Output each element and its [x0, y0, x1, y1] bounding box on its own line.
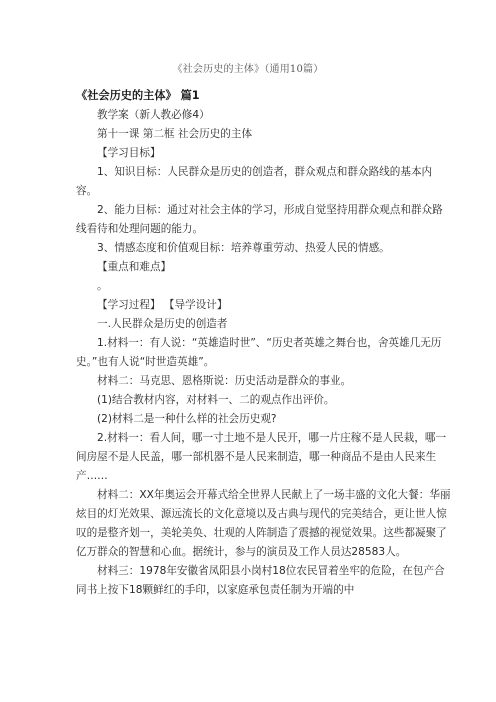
- paragraph: 材料二：XX年奥运会开幕式给全世界人民献上了一场丰盛的文化大餐：华丽炫目的灯光效果、源远流长的文化意境以及古典与现代的完美结合，更让世人惊叹的是整齐划一，美轮美奂、壮观的人阵制造了震撼的视觉效果。这些都凝聚了亿万群众的智慧和心血。据统计，参与的演员及工作人员达28583人。: [76, 489, 451, 558]
- paragraph: 【重点和难点】: [97, 261, 172, 273]
- document-header: 《社会历史的主体》（通用10篇）: [172, 64, 324, 75]
- paragraph: 第十一课 第二框 社会历史的主体: [97, 128, 253, 140]
- paragraph: 2.材料一：看人间，哪一寸土地不是人民开，哪一片庄稼不是人民栽，哪一间房屋不是人民盖，哪一部机器不是人民来制造，哪一种商品不是由人民来生产……: [76, 432, 447, 482]
- article-title: 《社会历史的主体》 篇1: [76, 89, 200, 102]
- paragraph: 一.人民群众是历史的创造者: [97, 318, 228, 330]
- paragraph: 1、知识目标：人民群众是历史的创造者，群众观点和群众路线的基本内容。: [76, 166, 433, 197]
- paragraph: (2)材料二是一种什么样的社会历史观?: [97, 413, 277, 425]
- paragraph: (1)结合教材内容，对材料一、二的观点作出评价。: [97, 394, 335, 406]
- paragraph: 3、情感态度和价值观目标：培养尊重劳动、热爱人民的情感。: [97, 242, 390, 254]
- paragraph: 2、能力目标：通过对社会主体的学习，形成自觉坚持用群众观点和群众路线看待和处理问题的能力。: [76, 204, 443, 235]
- paragraph: 1.材料一：有人说：“英雄造时世”、“历史者英雄之舞台也，舍英雄几无历史。”也有人说“时世造英雄”。: [76, 337, 442, 368]
- paragraph: 【学习目标】: [97, 147, 161, 159]
- paragraph: 教学案（新人教必修4）: [97, 109, 210, 121]
- paragraph: 材料三：1978年安徽省凤阳县小岗村18位农民冒着坐牢的危险，在包产合同书上按下18颗鲜红的手印，以家庭承包责任制为开端的中: [76, 565, 445, 596]
- paragraph: 【学习过程】 【导学设计】: [97, 299, 228, 311]
- article-body: [76, 86, 452, 600]
- paragraph: 。: [97, 280, 108, 292]
- paragraph: 材料二：马克思、恩格斯说：历史活动是群众的事业。: [97, 375, 352, 387]
